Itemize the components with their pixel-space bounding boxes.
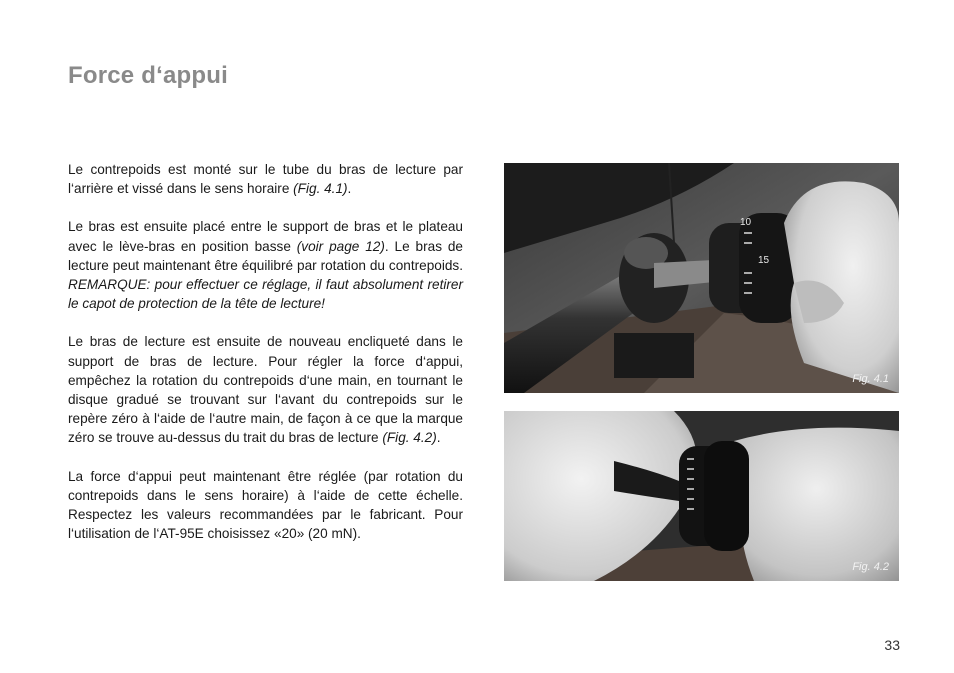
paragraph-3 (68, 332, 463, 447)
p2-remark: REMARQUE: pour effectuer ce réglage, il faut absolument retirer le capot de protection de la tête de lecture! (68, 277, 463, 312)
figure-4-1-caption: Fig. 4.1 (852, 373, 889, 385)
p2-page-ref: (voir page 12) (296, 238, 385, 254)
p1-end: . (347, 181, 352, 197)
p2-text-b: . Le bras de lecture peut maintenant être équilibré par rotation du contrepoids. (68, 238, 463, 273)
dial-mark-10: 10 (740, 217, 752, 228)
text-column (68, 160, 463, 562)
page-title: Force d‘appui (68, 62, 228, 89)
figure-4-1 (504, 163, 899, 393)
figure-4-2 (504, 411, 899, 581)
page-number: 33 (884, 637, 900, 653)
paragraph-2 (68, 217, 463, 313)
p3-end: . (436, 430, 441, 446)
dial-mark-15: 15 (758, 255, 770, 266)
figure-4-2-caption: Fig. 4.2 (852, 561, 889, 573)
p4-text: La force d‘appui peut maintenant être réglée (par rotation du contrepoids dans le sens horaire) à l‘aide de cette échelle. Respectez les valeurs recommandées par le fabricant. Pour l‘utilisation de l‘AT-95E choisissez «20» (20 mN). (68, 468, 463, 542)
paragraph-1 (68, 160, 463, 198)
counterweight-photo-1 (504, 163, 899, 393)
p2-text-a: Le bras est ensuite placé entre le support de bras et le plateau avec le lève-bras en position basse (68, 219, 463, 254)
p3-fig-ref: (Fig. 4.2) (382, 430, 437, 446)
p1-fig-ref: (Fig. 4.1) (293, 181, 348, 197)
counterweight-photo-2 (504, 411, 899, 581)
paragraph-4 (68, 467, 463, 544)
p3-text: Le bras de lecture est ensuite de nouveau encliqueté dans le support de bras de lecture. Pour régler la force d‘appui, empêchez la rotation du contrepoids d‘une main, en tournant le disque gradué se trouvant sur l‘avant du contrepoids sur le repère zéro à l‘aide de l‘autre main, de façon à ce que la marque zéro se trouve au-dessus du trait du bras de lecture (68, 334, 463, 446)
p1-text: Le contrepoids est monté sur le tube du bras de lecture par l‘arrière et vissé dans le sens horaire (68, 162, 463, 197)
